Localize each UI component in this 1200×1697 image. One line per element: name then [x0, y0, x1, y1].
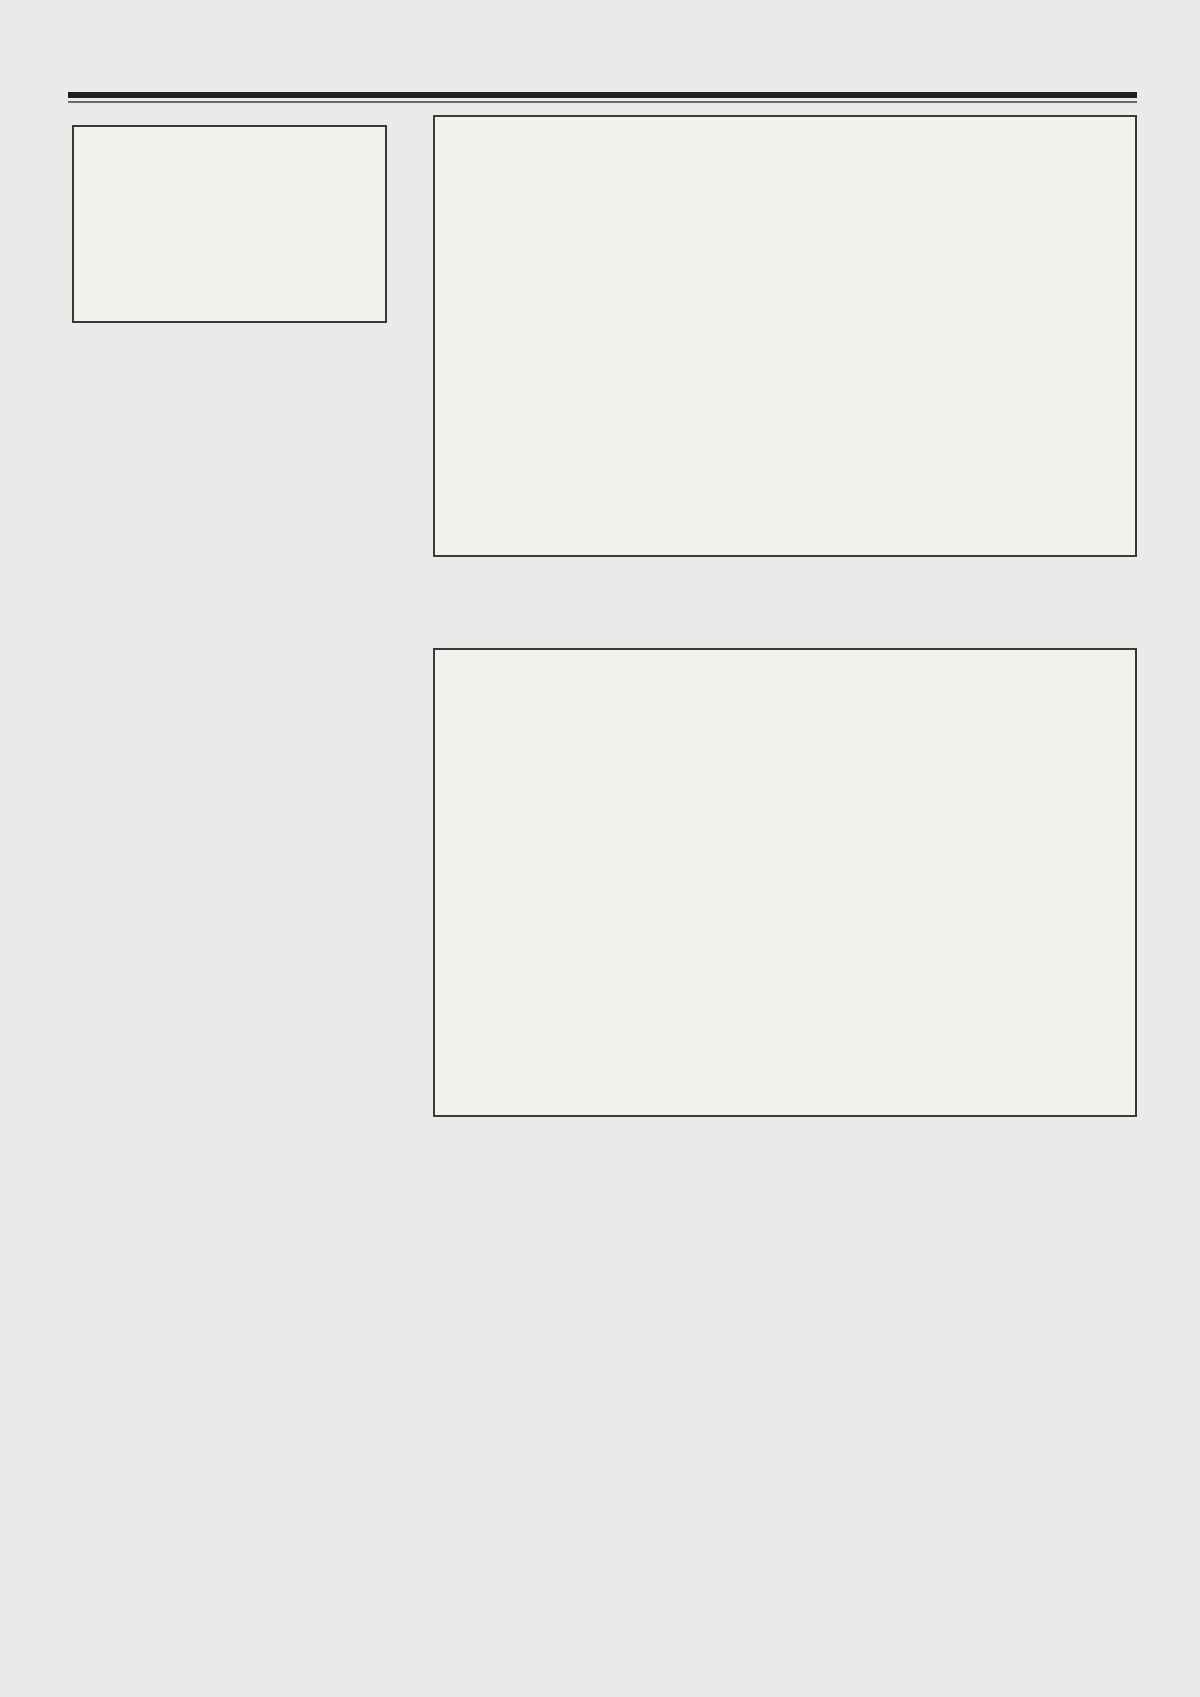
indicators-section-heading [72, 338, 394, 369]
instrument-cluster-type1-drawing [435, 117, 1134, 554]
instrument-cluster-type1-figure [433, 115, 1137, 557]
left-column [72, 116, 394, 374]
header-rule [68, 92, 1137, 98]
clock-adjust-figure [72, 125, 387, 323]
instrument-cluster-type2-drawing [435, 650, 1134, 1114]
clock-figure-drawing [74, 127, 384, 320]
instrument-cluster-type2-figure [433, 648, 1137, 1117]
header-rule-shadow [68, 101, 1137, 103]
